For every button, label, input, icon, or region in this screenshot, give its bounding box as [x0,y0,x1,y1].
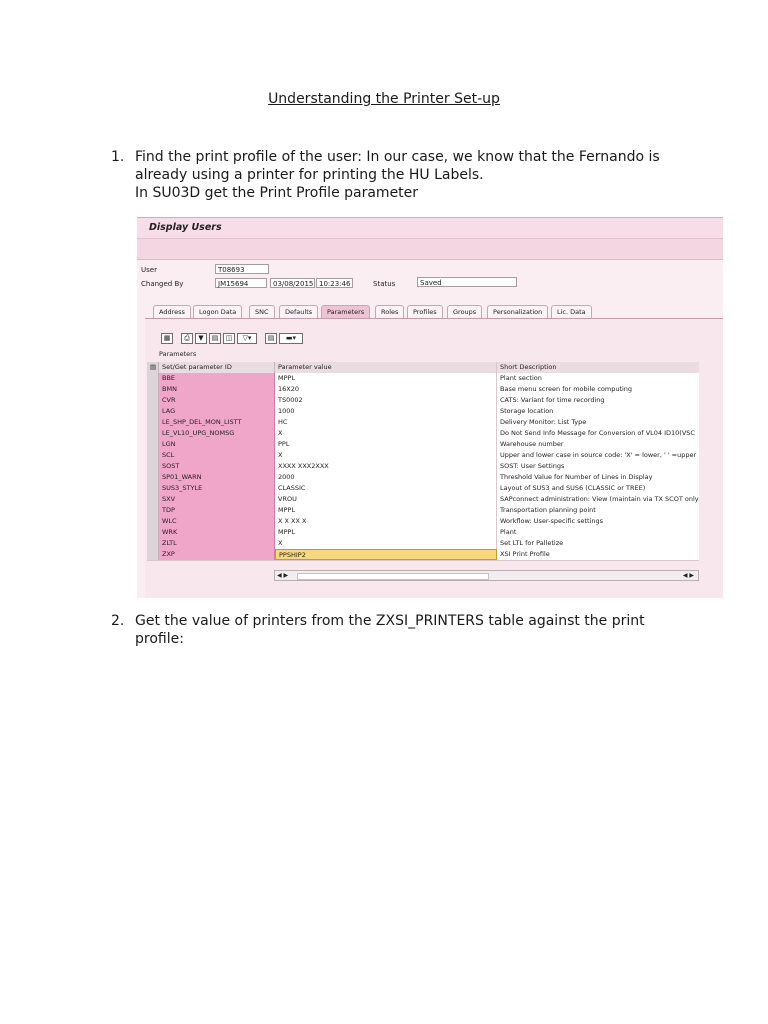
row-selector[interactable] [147,395,159,406]
parameter-value-cell[interactable]: MPPL [275,505,497,516]
sap-application-toolbar [137,239,723,260]
tab-snc[interactable]: SNC [249,305,275,318]
short-description-cell: SAPconnect administration: View (maintain via TX SCOT only [497,494,699,505]
tab-profiles[interactable]: Profiles [407,305,443,318]
parameter-id-cell: LE_VL10_UPG_NOMSG [159,428,275,439]
short-description-cell: Warehouse number [497,439,699,450]
tab-groups[interactable]: Groups [447,305,482,318]
short-description-cell: Set LTL for Palletize [497,538,699,549]
changed-date-field[interactable]: 03/08/2015 [270,278,315,288]
short-description-cell: Base menu screen for mobile computing [497,384,699,395]
parameter-id-cell: WLC [159,516,275,527]
user-field[interactable]: T08693 [215,264,269,274]
short-description-cell: CATS: Variant for time recording [497,395,699,406]
parameter-value-cell[interactable]: X [275,538,497,549]
parameter-value-cell[interactable]: TS0002 [275,395,497,406]
parameter-id-cell: BMN [159,384,275,395]
changed-by-field[interactable]: JM15694 [215,278,267,288]
step-number: 1. [111,149,125,165]
parameter-id-cell: SXV [159,494,275,505]
parameter-id-cell: SUS3_STYLE [159,483,275,494]
tab-address[interactable]: Address [153,305,191,318]
short-description-cell: Workflow: User-specific settings [497,516,699,527]
row-selector[interactable] [147,538,159,549]
step-number: 2. [111,613,125,629]
parameter-value-cell[interactable]: PPL [275,439,497,450]
row-selector[interactable] [147,450,159,461]
column-header[interactable]: Parameter value [275,362,497,373]
parameter-value-cell[interactable]: PPSHIP2 [275,549,497,560]
tab-roles[interactable]: Roles [375,305,404,318]
changed-time-field[interactable]: 10:23:46 [316,278,353,288]
column-header[interactable]: Set/Get parameter ID [159,362,275,373]
step-2 [111,612,671,648]
row-selector[interactable] [147,406,159,417]
parameter-value-cell[interactable]: MPPL [275,527,497,538]
user-label: User [141,266,157,274]
row-selector[interactable] [147,516,159,527]
layout-icon[interactable]: ▬▾ [279,333,303,344]
find-next-icon[interactable]: ◫ [223,333,235,344]
parameter-id-cell: ZLTL [159,538,275,549]
table-row[interactable] [147,549,699,561]
step-text: In SU03D get the Print Profile parameter [135,185,419,201]
step-text: Get the value of printers from the ZXSI_PRINTERS table against the print [135,613,645,629]
status-label: Status [373,280,396,288]
sort-icon[interactable]: ▼ [195,333,207,344]
scrollbar-thumb[interactable] [297,573,489,580]
tab-lic-data[interactable]: Lic. Data [551,305,592,318]
parameter-id-cell: LE_SHP_DEL_MON_LISTT [159,417,275,428]
parameter-value-cell[interactable]: 16X20 [275,384,497,395]
row-selector[interactable] [147,428,159,439]
parameter-id-cell: CVR [159,395,275,406]
short-description-cell: Transportation planning point [497,505,699,516]
status-field[interactable]: Saved [417,277,517,287]
filter-icon[interactable]: ▽▾ [237,333,257,344]
parameter-value-cell[interactable]: X [275,428,497,439]
row-selector[interactable] [147,472,159,483]
select-all-icon[interactable]: ▤ [147,362,159,373]
tab-parameters[interactable]: Parameters [321,305,370,318]
changed-by-label: Changed By [141,280,184,288]
parameters-label: Parameters [159,350,197,358]
short-description-cell: XSI Print Profile [497,549,699,560]
parameter-id-cell: SCL [159,450,275,461]
row-selector[interactable] [147,439,159,450]
parameter-id-cell: SP01_WARN [159,472,275,483]
parameter-id-cell: BBE [159,373,275,384]
tab-defaults[interactable]: Defaults [279,305,318,318]
document-title: Understanding the Printer Set-up [268,91,500,107]
export-icon[interactable]: ▤ [265,333,277,344]
parameter-value-cell[interactable]: CLASSIC [275,483,497,494]
short-description-cell: Upper and lower case in source code: 'X' = lower, ' ' =upper [497,450,699,461]
row-selector[interactable] [147,384,159,395]
row-selector[interactable] [147,549,159,560]
short-description-cell: Plant [497,527,699,538]
short-description-cell: Threshold Value for Number of Lines in Display [497,472,699,483]
parameter-value-cell[interactable]: VROU [275,494,497,505]
parameter-value-cell[interactable]: 1000 [275,406,497,417]
find-icon[interactable]: ▤ [209,333,221,344]
short-description-cell: Do Not Send Info Message for Conversion of VL04 ID10(VSC [497,428,699,439]
step-1 [111,148,671,202]
parameter-id-cell: SOST [159,461,275,472]
scroll-left-right-icon[interactable]: ◀ ▶ [277,572,289,579]
step-text: already using a printer for printing the HU Labels. [135,167,484,183]
row-selector[interactable] [147,461,159,472]
parameter-id-cell: LGN [159,439,275,450]
short-description-cell: Plant section [497,373,699,384]
short-description-cell: SOST: User Settings [497,461,699,472]
sap-screen-title: Display Users [149,222,222,233]
row-selector[interactable] [147,417,159,428]
parameter-value-cell[interactable]: X [275,450,497,461]
parameter-value-cell[interactable]: HC [275,417,497,428]
parameter-id-cell: WRK [159,527,275,538]
parameter-value-cell[interactable]: MPPL [275,373,497,384]
tab-logon-data[interactable]: Logon Data [193,305,242,318]
step-text: profile: [135,631,184,647]
step-text: Find the print profile of the user: In our case, we know that the Fernando is [135,149,660,165]
parameter-id-cell: TDP [159,505,275,516]
row-selector[interactable] [147,483,159,494]
parameter-id-cell: ZXP [159,549,275,560]
column-header[interactable]: Short Description [497,362,699,373]
parameter-id-cell: LAG [159,406,275,417]
details-icon[interactable]: ▦ [161,333,173,344]
parameter-value-cell[interactable]: XXXX XXX2XXX [275,461,497,472]
short-description-cell: Layout of SUS3 and SUS6 (CLASSIC or TREE) [497,483,699,494]
row-selector[interactable] [147,527,159,538]
row-selector[interactable] [147,494,159,505]
short-description-cell: Storage location [497,406,699,417]
sap-title-bar [137,218,723,239]
tab-personalization[interactable]: Personalization [487,305,548,318]
scroll-right-icon[interactable]: ◀ ▶ [682,572,694,579]
short-description-cell: Delivery Monitor: List Type [497,417,699,428]
sap-display-users-screenshot [137,217,723,598]
row-selector[interactable] [147,505,159,516]
horizontal-scrollbar[interactable] [274,570,699,581]
parameter-value-cell[interactable]: 2000 [275,472,497,483]
parameter-value-cell[interactable]: X X XX X [275,516,497,527]
row-selector[interactable] [147,373,159,384]
print-icon[interactable]: ⎙ [181,333,193,344]
